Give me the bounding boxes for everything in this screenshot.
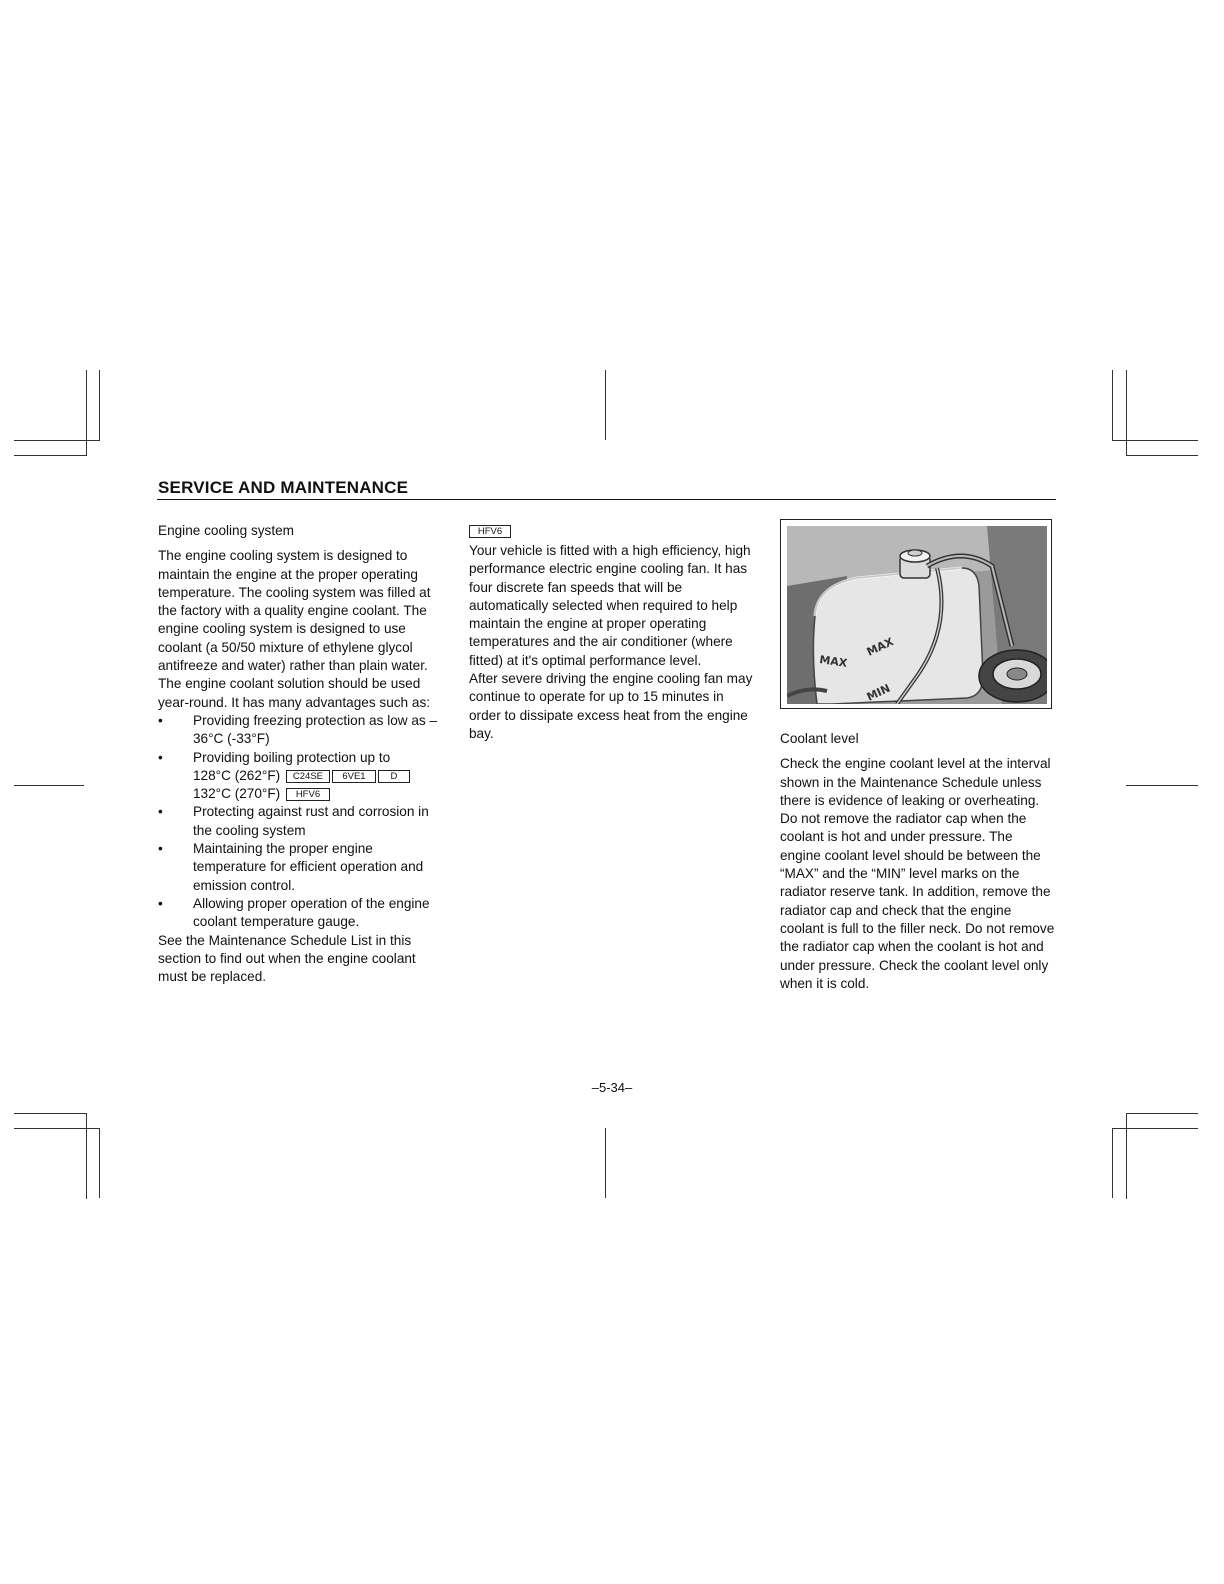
- crop-mark: [605, 1128, 606, 1198]
- crop-mark: [99, 370, 100, 440]
- list-item: [158, 840, 443, 895]
- fan-run-on-paragraph: After severe driving the engine cooling fan may continue to operate for up to 15 minutes in order to dissipate excess heat from the engine bay.: [469, 671, 753, 741]
- list-item: [158, 803, 443, 840]
- replacement-paragraph: See the Maintenance Schedule List in this section to find out when the engine coolant must be replaced.: [158, 932, 416, 985]
- crop-mark: [14, 1128, 100, 1129]
- crop-mark: [14, 440, 100, 441]
- crop-mark: [86, 370, 87, 456]
- column-cooling-system: [158, 522, 443, 986]
- crop-mark: [1126, 785, 1198, 786]
- list-item-text: Providing freezing protection as low as –36°C (-33°F): [193, 712, 438, 747]
- crop-mark: [1112, 370, 1113, 440]
- crop-mark: [86, 1113, 87, 1199]
- crop-mark: [1112, 440, 1198, 441]
- bullet-icon: •: [158, 895, 163, 911]
- engine-tag: C24SE: [286, 770, 330, 783]
- crop-mark: [1112, 1128, 1198, 1129]
- engine-tag: D: [378, 770, 410, 783]
- crop-mark: [1126, 370, 1127, 456]
- crop-mark: [14, 455, 86, 456]
- crop-mark: [1126, 455, 1198, 456]
- coolant-tank-drawing: [787, 526, 1047, 704]
- advantages-list: [158, 712, 443, 932]
- min-label: MIN: [864, 681, 893, 704]
- list-item-text: Maintaining the proper engine temperature for efficient operation and emission control.: [193, 841, 424, 893]
- crop-mark: [605, 370, 606, 440]
- fan-paragraph: Your vehicle is fitted with a high efficiency, high performance electric engine cooling fan. It has four discrete fan speeds that will be automatically selected when required to help maintain the engine at proper operating temperatures and the air conditioner (where fitted) at it's optimal performance level.: [469, 543, 751, 668]
- max-label-front: MAX: [818, 653, 849, 670]
- engine-tag: 6VE1: [332, 770, 376, 783]
- bullet-icon: •: [158, 841, 163, 857]
- bullet-icon: •: [158, 712, 163, 728]
- list-item: [158, 749, 443, 804]
- subheading-coolant-level: Coolant level: [780, 731, 859, 746]
- list-item-text: Providing boiling protection up to: [193, 749, 391, 765]
- max-label-side: MAX: [864, 635, 896, 659]
- column-coolant-level: [780, 730, 1055, 993]
- column-cooling-fan: [469, 522, 754, 743]
- engine-tag: HFV6: [286, 788, 330, 801]
- crop-mark: [14, 1113, 86, 1114]
- engine-tag: HFV6: [469, 525, 511, 538]
- page-number: –5-34–: [591, 1080, 633, 1095]
- boiling-temp-1: 128°C (262°F): [193, 767, 281, 783]
- section-title: SERVICE AND MAINTENANCE: [158, 478, 409, 497]
- list-item: [158, 895, 443, 932]
- crop-mark: [14, 785, 84, 786]
- list-item-text: Protecting against rust and corrosion in the cooling system: [193, 804, 429, 838]
- crop-mark: [99, 1128, 100, 1198]
- bullet-icon: •: [158, 804, 163, 820]
- title-rule: [157, 499, 1056, 500]
- crop-mark: [1126, 1113, 1198, 1114]
- crop-mark: [1126, 1113, 1127, 1199]
- subheading-engine-cooling-system: Engine cooling system: [158, 523, 295, 538]
- bullet-icon: •: [158, 749, 163, 765]
- coolant-reservoir-illustration: [780, 519, 1052, 709]
- crop-mark: [1112, 1128, 1113, 1198]
- boiling-temp-2: 132°C (270°F): [193, 786, 281, 802]
- list-item-text: Allowing proper operation of the engine coolant temperature gauge.: [193, 895, 430, 930]
- cooling-intro-paragraph: The engine cooling system is designed to maintain the engine at the proper operating temperature. The cooling system was filled at the factory with a quality engine coolant. The engine cooling system is designed to use coolant (a 50/50 mixture of ethylene glycol antifreeze and water) rather than plain water. The engine coolant solution should be used year-round. It has many advantages such as:: [158, 548, 431, 710]
- list-item: [158, 712, 443, 749]
- coolant-level-paragraph: Check the engine coolant level at the interval shown in the Maintenance Schedule unless there is evidence of leaking or overheating. Do not remove the radiator cap when the coolant is hot and under pressure. The engine coolant level should be between the “MAX” and the “MIN” level marks on the radiator reserve tank. In addition, remove the radiator cap and check that the engine coolant is full to the filler neck. Do not remove the radiator cap when the coolant is hot and under pressure. Check the coolant level only when it is cold.: [780, 756, 1055, 991]
